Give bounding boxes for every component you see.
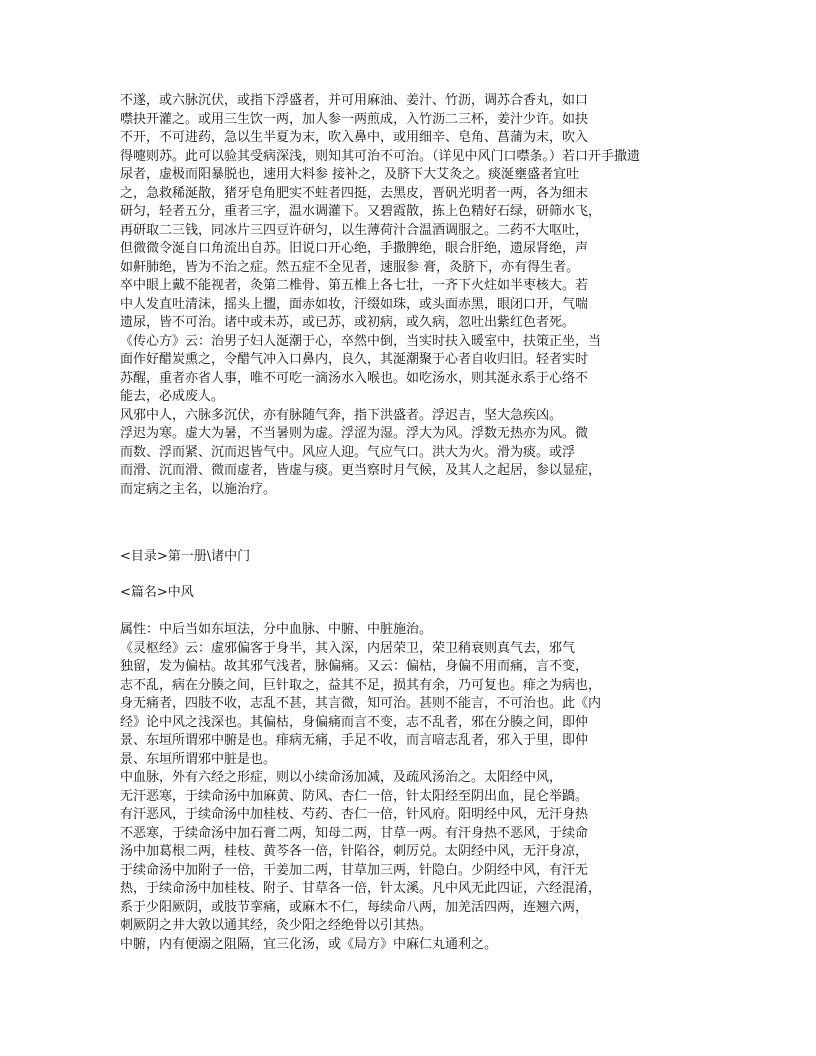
text-line: 系于少阳厥阴，或肢节挛痛，或麻木不仁，每续命八两，加羌活四两，连翘六两， xyxy=(120,899,589,915)
text-line: 遗尿，皆不可治。诸中或未苏，或已苏，或初病，或久病，忽吐出紫红色者死。 xyxy=(120,315,576,330)
text-line: 而滑、沉而滑、微而虚者，皆虚与痰。更当察时月气候，及其人之起居，参以显症， xyxy=(120,463,602,478)
text-line: 而定病之主名，以施治疗。 xyxy=(120,481,277,497)
text-line: 卒中眼上戴不能视者，灸第二椎骨、第五椎上各七壮，一齐下火炷如半枣核大。若 xyxy=(120,278,589,293)
text-line: 志不乱，病在分腠之间，巨针取之，益其不足，损其有余，乃可复也。痱之为病也， xyxy=(120,677,602,693)
text-line: 风邪中人，六脉多沉伏，亦有脉随气奔，指下洪盛者。浮迟吉，坚大急疾凶。 xyxy=(120,407,563,423)
text-line: 汤中加葛根二两，桂枝、黄芩各一倍，针陷谷，刺厉兑。太阴经中风，无汗身凉， xyxy=(120,844,589,859)
text-line: 于续命汤中加附子一倍，干姜加二两，甘草加三两，针隐白。少阴经中风，有汗无 xyxy=(120,862,589,878)
text-line: 尿者，虚极而阳暴脱也，速用大料参 接补之，及脐下大艾灸之。痰涎壅盛者宜吐 xyxy=(120,167,580,182)
text-line: 不遂，或六脉沉伏，或指下浮盛者，并可用麻油、姜汁、竹沥，调苏合香丸，如口 xyxy=(120,93,589,108)
text-line: 之，急救稀涎散，猪牙皂角肥实不蛀者四挺，去黑皮，晋矾光明者一两，各为细末 xyxy=(120,185,589,201)
text-line: 属性：中后当如东垣法，分中血脉、中腑、中脏施治。 xyxy=(120,622,433,637)
chapter-title: <篇名>中风 xyxy=(120,585,194,600)
table-of-contents-line: <目录>第一册\诸中门 xyxy=(120,549,251,564)
text-line: 不恶寒，于续命汤中加石膏二两，知母二两，甘草一两。有汗身热不恶风，于续命 xyxy=(120,825,589,841)
text-line: 能去，必成废人。 xyxy=(120,389,225,404)
text-block-chapter xyxy=(120,621,601,954)
text-line: 再研取二三钱，同冰片三四豆许研匀，以生薄荷汁合温酒调服之。二药不大呕吐， xyxy=(120,222,589,238)
text-line: 面作好醋炭熏之，令醋气冲入口鼻内，良久，其涎潮聚于心者自收归旧。轻者实时 xyxy=(120,352,589,367)
text-line: 而数、浮而紧、沉而迟皆气中。风应人迎。气应气口。洪大为火。滑为痰。或浮 xyxy=(120,444,576,460)
text-line: 不开，不可进药，急以生半夏为末，吹入鼻中，或用细辛、皂角、菖蒲为末，吹入 xyxy=(120,130,589,145)
text-line: 《传心方》云：治男子妇人涎潮于心，卒然中倒，当实时扶入暖室中，扶策正坐，当 xyxy=(120,333,602,349)
text-line: 研匀，轻者五分，重者三字，温水调灌下。又碧霞散，拣上色精好石绿，研筛水飞， xyxy=(120,204,602,219)
text-line: 如鼾肺绝，皆为不治之症。然五症不全见者，速服参 膏，灸脐下，亦有得生者。 xyxy=(120,259,580,275)
text-line: 刺厥阴之井大敦以通其经，灸少阳之经绝骨以引其热。 xyxy=(120,918,433,933)
text-line: 经》论中风之浅深也。其偏枯，身偏痛而言不变，志不乱者，邪在分腠之间，即仲 xyxy=(120,714,589,730)
text-line: 中血脉，外有六经之形症，则以小续命汤加减，及疏风汤治之。太阳经中风， xyxy=(120,770,563,785)
text-line: 噤抉开灌之。或用三生饮一两，加人参一两煎成，入竹沥二三杯，姜汁少许。如抉 xyxy=(120,111,589,127)
text-line: 《灵枢经》云：虚邪偏客于身半，其入深，内居荣卫，荣卫稍衰则真气去，邪气 xyxy=(120,640,576,656)
text-line: 但微微令涎自口角流出自苏。旧说口开心绝，手撒脾绝，眼合肝绝，遗尿肾绝，声 xyxy=(120,241,589,256)
text-line: 苏醒，重者亦省人事，唯不可吃一滴汤水入喉也。如吃汤水，则其涎永系于心络不 xyxy=(120,370,589,386)
text-line: 景、东垣所谓邪中脏是也。 xyxy=(120,751,277,767)
text-line: 得嚏则苏。此可以验其受病深浅，则知其可治不可治。（详见中风门口噤条。）若口开手撒遗 xyxy=(120,148,641,164)
text-line: 中腑，内有便溺之阻隔，宜三化汤，或《局方》中麻仁丸通利之。 xyxy=(120,936,498,952)
text-line: 热，于续命汤中加桂枝、附子、甘草各一倍，针太溪。凡中风无此四证，六经混淆， xyxy=(120,881,602,896)
text-line: 浮迟为寒。虚大为暑，不当暑则为虚。浮涩为湿。浮大为风。浮数无热亦为风。微 xyxy=(120,426,589,441)
text-line: 景、东垣所谓邪中腑是也。痱病无痛，手足不收，而言喑志乱者，邪入于里，即仲 xyxy=(120,733,589,748)
text-line: 独留，发为偏枯。故其邪气浅者，脉偏痛。又云：偏枯，身偏不用而痛，言不变， xyxy=(120,659,589,674)
text-line: 有汗恶风，于续命汤中加桂枝、芍药、杏仁一倍，针风府。阳明经中风，无汗身热 xyxy=(120,807,589,822)
text-line: 无汗恶寒，于续命汤中加麻黄、防风、杏仁一倍，针太阳经至阴出血，昆仑举蹻。 xyxy=(120,788,589,804)
text-line: 身无痛者，四肢不收，志乱不甚，其言微，知可治。甚则不能言，不可治也。此《内 xyxy=(120,696,602,711)
text-line: 中人发直吐清沫，摇头上擝，面赤如妆，汗缀如珠，或头面赤黑，眼闭口开，气喘 xyxy=(120,296,589,312)
text-block-continued xyxy=(120,92,640,499)
